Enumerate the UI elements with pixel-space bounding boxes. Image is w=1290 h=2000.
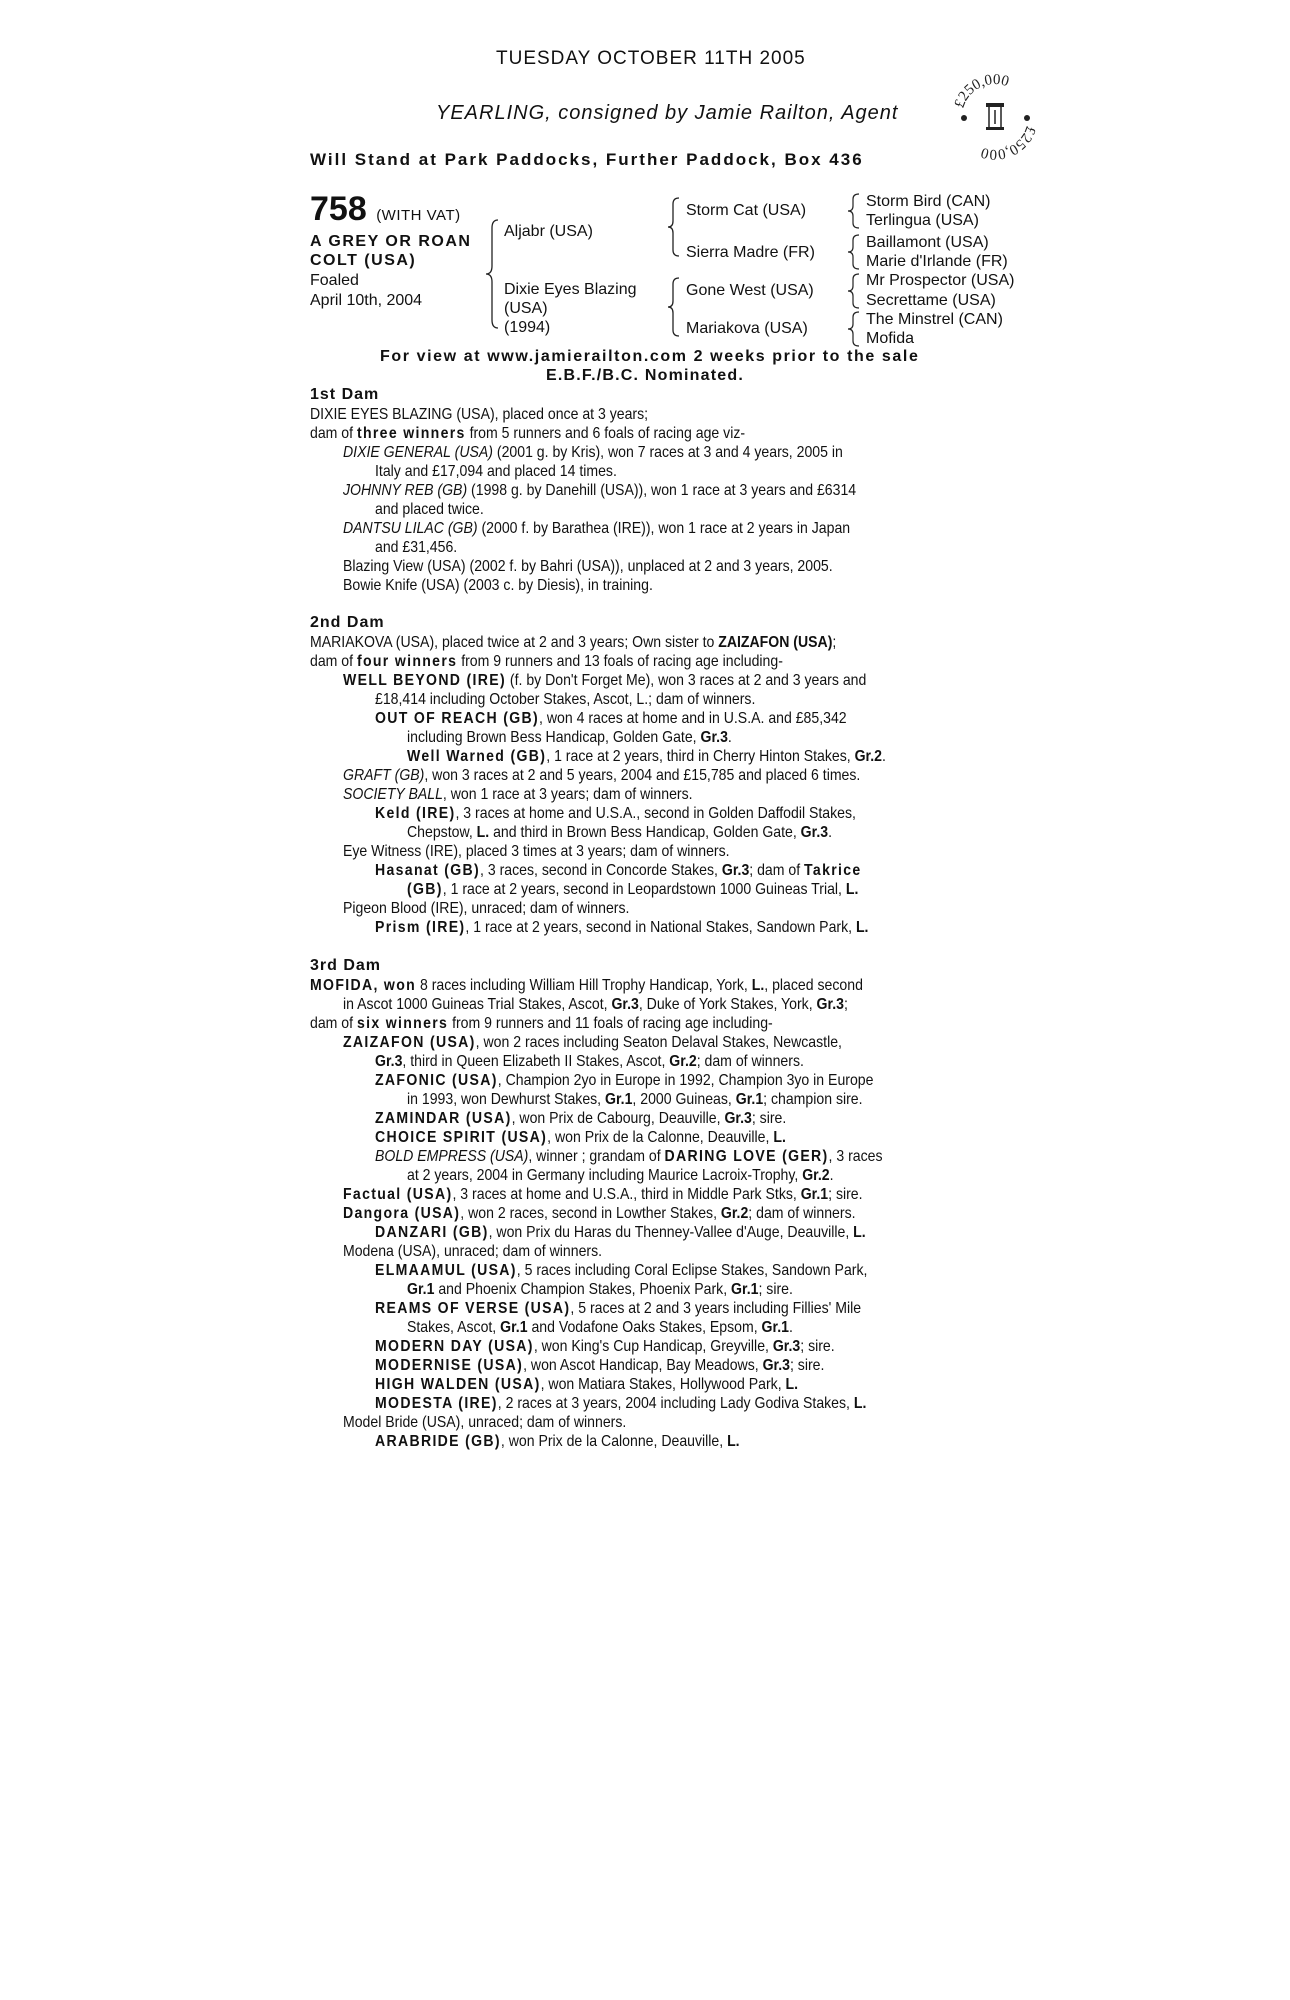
pedigree-ds: Gone West (USA) xyxy=(686,282,814,299)
lot-number-value: 758 xyxy=(310,190,367,228)
third-dam-l23: MODESTA (IRE), 2 races at 3 years, 2004 including Lady Godiva Stakes, L. xyxy=(375,1395,867,1412)
foaled-date: April 10th, 2004 xyxy=(310,292,423,309)
third-dam-l12: Factual (USA), 3 races at home and U.S.A., third in Middle Park Stks, Gr.1; sire. xyxy=(343,1186,863,1203)
pedigree-brace-4c xyxy=(846,272,862,310)
second-dam-l1: MARIAKOVA (USA), placed twice at 2 and 3 years; Own sister to ZAIZAFON (USA); xyxy=(310,634,837,651)
sale-date: TUESDAY OCTOBER 11TH 2005 xyxy=(496,48,806,69)
third-dam-l20: MODERN DAY (USA), won King's Cup Handicap, Greyville, Gr.3; sire. xyxy=(375,1338,835,1355)
third-dam-l15: Modena (USA), unraced; dam of winners. xyxy=(343,1243,603,1260)
first-dam-l9: Blazing View (USA) (2002 f. by Bahri (USA)), unplaced at 2 and 3 years, 2005. xyxy=(343,558,833,575)
third-dam-l4: ZAIZAFON (USA), won 2 races including Seaton Delaval Stakes, Newcastle, xyxy=(343,1034,842,1051)
pedigree-dss: Mr Prospector (USA) xyxy=(866,272,1015,289)
winner-count: three winners xyxy=(356,425,466,442)
pedigree-sds: Baillamont (USA) xyxy=(866,234,989,251)
second-dam-l11: Chepstow, L. and third in Brown Bess Handicap, Golden Gate, Gr.3. xyxy=(407,824,832,841)
lot-number xyxy=(310,190,461,229)
third-dam-l13: Dangora (USA), won 2 races, second in Lowther Stakes, Gr.2; dam of winners. xyxy=(343,1205,856,1222)
second-dam-l7: Well Warned (GB), 1 race at 2 years, third in Cherry Hinton Stakes, Gr.2. xyxy=(407,748,886,765)
pedigree-brace-main xyxy=(484,218,504,330)
first-dam-l5: JOHNNY REB (GB) (1998 g. by Danehill (USA)), won 1 race at 3 years and £6314 xyxy=(343,482,857,499)
third-dam-l14: DANZARI (GB), won Prix du Haras du Thenney-Vallee d'Auge, Deauville, L. xyxy=(375,1224,866,1241)
first-dam-l3: DIXIE GENERAL (USA) (2001 g. by Kris), won 7 races at 3 and 4 years, 2005 in xyxy=(343,444,843,461)
second-dam-l3: WELL BEYOND (IRE) (f. by Don't Forget Me), won 3 races at 2 and 3 years and xyxy=(343,672,867,689)
pedigree-sdd: Marie d'Irlande (FR) xyxy=(866,253,1008,270)
svg-text:£250,000: £250,000 xyxy=(979,123,1039,162)
view-notice: For view at www.jamierailton.com 2 weeks prior to the sale xyxy=(380,348,920,365)
third-dam-l6: ZAFONIC (USA), Champion 2yo in Europe in 1992, Champion 3yo in Europe xyxy=(375,1072,874,1089)
first-dam-l8: and £31,456. xyxy=(375,539,458,556)
second-dam-l5: OUT OF REACH (GB), won 4 races at home and in U.S.A. and £85,342 xyxy=(375,710,847,727)
third-dam-l10: BOLD EMPRESS (USA), winner ; grandam of DARING LOVE (GER), 3 races xyxy=(375,1148,883,1165)
third-dam-l3: dam of six winners from 9 runners and 11 foals of racing age including- xyxy=(310,1015,773,1032)
pedigree-brace-sire xyxy=(666,196,682,258)
first-dam-l10: Bowie Knife (USA) (2003 c. by Diesis), in training. xyxy=(343,577,653,594)
second-dam-l14: (GB), 1 race at 2 years, second in Leopardstown 1000 Guineas Trial, L. xyxy=(407,881,859,898)
third-dam-l9: CHOICE SPIRIT (USA), won Prix de la Calonne, Deauville, L. xyxy=(375,1129,786,1146)
pedigree-brace-4d xyxy=(846,310,862,348)
second-dam-l8: GRAFT (GB), won 3 races at 2 and 5 years, 2004 and £15,785 and placed 6 times. xyxy=(343,767,861,784)
pedigree-dds: The Minstrel (CAN) xyxy=(866,311,1003,328)
third-dam-title: 3rd Dam xyxy=(310,957,382,974)
pedigree-sire: Aljabr (USA) xyxy=(504,223,593,240)
second-dam-title: 2nd Dam xyxy=(310,614,385,631)
pedigree-dam-2: (USA) xyxy=(504,300,548,317)
pedigree-dsd: Secrettame (USA) xyxy=(866,292,996,309)
pedigree-ssd: Terlingua (USA) xyxy=(866,212,979,229)
pedigree-sd: Sierra Madre (FR) xyxy=(686,244,815,261)
pedigree-dam-3: (1994) xyxy=(504,319,551,336)
first-dam-title: 1st Dam xyxy=(310,386,380,403)
third-dam-l16: ELMAAMUL (USA), 5 races including Coral Eclipse Stakes, Sandown Park, xyxy=(375,1262,868,1279)
third-dam-l8: ZAMINDAR (USA), won Prix de Cabourg, Deauville, Gr.3; sire. xyxy=(375,1110,787,1127)
third-dam-l7: in 1993, won Dewhurst Stakes, Gr.1, 2000 Guineas, Gr.1; champion sire. xyxy=(407,1091,863,1108)
second-dam-l16: Prism (IRE), 1 race at 2 years, second in National Stakes, Sandown Park, L. xyxy=(375,919,869,936)
first-dam-l4: Italy and £17,094 and placed 14 times. xyxy=(375,463,617,480)
third-dam-l11: at 2 years, 2004 in Germany including Maurice Lacroix-Trophy, Gr.2. xyxy=(407,1167,834,1184)
pedigree-ddd: Mofida xyxy=(866,330,915,347)
second-dam-l13: Hasanat (GB), 3 races, second in Concorde Stakes, Gr.3; dam of Takrice xyxy=(375,862,862,879)
third-dam-l17: Gr.1 and Phoenix Champion Stakes, Phoenix Park, Gr.1; sire. xyxy=(407,1281,793,1298)
second-dam-l12: Eye Witness (IRE), placed 3 times at 3 years; dam of winners. xyxy=(343,843,730,860)
first-dam-l7: DANTSU LILAC (GB) (2000 f. by Barathea (IRE)), won 1 race at 2 years in Japan xyxy=(343,520,851,537)
nomination-notice: E.B.F./B.C. Nominated. xyxy=(546,367,744,384)
third-dam-l22: HIGH WALDEN (USA), won Matiara Stakes, Hollywood Park, L. xyxy=(375,1376,799,1393)
second-dam-l15: Pigeon Blood (IRE), unraced; dam of winners. xyxy=(343,900,630,917)
price-stamp xyxy=(950,72,1040,162)
lot-desc-1: A GREY OR ROAN xyxy=(310,233,472,250)
pedigree-ss: Storm Cat (USA) xyxy=(686,202,807,219)
second-dam-l6: including Brown Bess Handicap, Golden Gate, Gr.3. xyxy=(407,729,732,746)
pedigree-brace-4a xyxy=(846,192,862,230)
third-dam-l2: in Ascot 1000 Guineas Trial Stakes, Ascot, Gr.3, Duke of York Stakes, York, Gr.3; xyxy=(343,996,848,1013)
lot-desc-2: COLT (USA) xyxy=(310,252,417,269)
pedigree-dd: Mariakova (USA) xyxy=(686,320,808,337)
third-dam-l18: REAMS OF VERSE (USA), 5 races at 2 and 3 years including Fillies' Mile xyxy=(375,1300,862,1317)
third-dam-l21: MODERNISE (USA), won Ascot Handicap, Bay Meadows, Gr.3; sire. xyxy=(375,1357,825,1374)
pedigree-brace-dam xyxy=(666,276,682,338)
first-dam-l6: and placed twice. xyxy=(375,501,484,518)
pedigree-brace-4b xyxy=(846,233,862,271)
third-dam-l24: Model Bride (USA), unraced; dam of winners. xyxy=(343,1414,627,1431)
pedigree-sss: Storm Bird (CAN) xyxy=(866,193,991,210)
third-dam-l19: Stakes, Ascot, Gr.1 and Vodafone Oaks Stakes, Epsom, Gr.1. xyxy=(407,1319,793,1336)
svg-text:£250,000: £250,000 xyxy=(951,72,1011,111)
third-dam-l1: MOFIDA, won 8 races including William Hill Trophy Handicap, York, L., placed second xyxy=(310,977,863,994)
third-dam-l25: ARABRIDE (GB), won Prix de la Calonne, Deauville, L. xyxy=(375,1433,740,1450)
stand-location: Will Stand at Park Paddocks, Further Paddock, Box 436 xyxy=(310,150,864,169)
pedigree-dam-1: Dixie Eyes Blazing xyxy=(504,281,637,298)
second-dam-l2: dam of four winners from 9 runners and 13 foals of racing age including- xyxy=(310,653,783,670)
second-dam-l4: £18,414 including October Stakes, Ascot, L.; dam of winners. xyxy=(375,691,756,708)
second-dam-l9: SOCIETY BALL, won 1 race at 3 years; dam of winners. xyxy=(343,786,693,803)
third-dam-l5: Gr.3, third in Queen Elizabeth II Stakes, Ascot, Gr.2; dam of winners. xyxy=(375,1053,804,1070)
second-dam-l10: Keld (IRE), 3 races at home and U.S.A., second in Golden Daffodil Stakes, xyxy=(375,805,856,822)
consignment-line: YEARLING, consigned by Jamie Railton, Agent xyxy=(436,102,899,124)
vat-note: (WITH VAT) xyxy=(376,207,461,224)
foaled-label: Foaled xyxy=(310,272,359,289)
first-dam-l1: DIXIE EYES BLAZING (USA), placed once at 3 years; xyxy=(310,406,649,423)
first-dam-l2: dam of three winners from 5 runners and 6 foals of racing age viz- xyxy=(310,425,746,442)
